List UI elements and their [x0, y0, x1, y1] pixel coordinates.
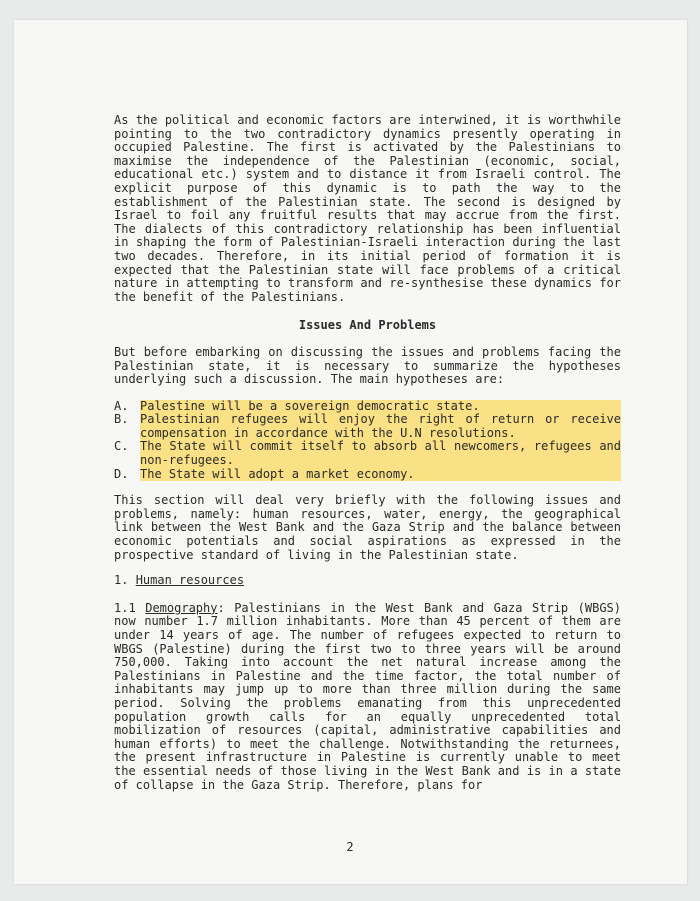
list-item-text: The State will adopt a market economy.	[140, 468, 621, 482]
list-marker: B.	[114, 412, 129, 427]
hypotheses-list	[114, 400, 621, 482]
demography-title: Demography	[145, 600, 218, 615]
section-overview: This section will deal very briefly with the following issues and problems, namely: human resources, water, energy, the geographical link between the West Bank and the Gaza Strip and the balance between economic potentials and social aspirations as expressed in the prospective standard of living in the Palestinian state.	[114, 493, 621, 562]
hypotheses-intro: But before embarking on discussing the issues and problems facing the Palestinian state, it is necessary to summarize the hypotheses underlying such a discussion. The main hypotheses are:	[114, 344, 621, 387]
demography-number: 1.1	[114, 600, 136, 615]
list-item	[114, 468, 621, 482]
demography-paragraph	[114, 602, 621, 792]
section-heading: Issues And Problems	[298, 318, 437, 333]
list-item-text: The State will commit itself to absorb all newcomers, refugees and non-refugees.	[140, 439, 621, 468]
list-item	[114, 440, 621, 467]
list-marker: D.	[114, 466, 129, 481]
document-page	[14, 20, 687, 884]
list-item-text: Palestine will be a sovereign democratic state.	[140, 400, 621, 414]
list-item	[114, 413, 621, 440]
subsection-heading	[114, 574, 621, 588]
list-item	[114, 400, 621, 414]
subsection-title: Human resources	[135, 573, 245, 588]
intro-paragraph: As the political and economic factors are interwined, it is worthwhile pointing to the two contradictory dynamics presently operating in occupied Palestine. The first is activated by the Palestinians to maximise the independence of the Palestinian (economic, social, educational etc.) system and to distance it from Israeli control. The explicit purpose of this dynamic is to path the way to the establishment of the Palestinian state. The second is designed by Israel to foil any fruitful results that may accrue from the first. The dialects of this contradictory relationship has been influential in shaping the form of Palestinian-Israeli interaction during the last two decades. Therefore, in its initial period of formation it is expected that the Palestinian state will face problems of a critical nature in attempting to transform and re-synthesise these dynamics for the benefit of the Palestinians.	[114, 113, 621, 304]
page-body	[114, 114, 621, 792]
subsection-number: 1.	[114, 573, 129, 588]
list-marker: A.	[114, 398, 129, 413]
page-number: 2	[346, 840, 354, 854]
list-item-text: Palestinian refugees will enjoy the right of return or receive compensation in accordance with the U.N resolutions.	[140, 412, 621, 440]
demography-text: : Palestinians in the West Bank and Gaza Strip (WBGS) now number 1.7 million inhabitants. More than 45 percent of them are under 14 years of age. The number of refugees expected to return to WBGS (Palestine) during the first two to three years will be around 750,000. Taking into account the net natural increase among the Palestinians in Palestine and the time factor, the total number of inhabitants may jump up to more than three million during the same period. Solving the problems emanating from this unprecedented population growth calls for an equally unprecedented total mobilization of resources (capital, administrative capabilities and human efforts) to meet the challenge. Notwithstanding the returnees, the present infrastructure in Palestine is currently unable to meet the essential needs of those living in the West Bank and is in a state of collapse in the Gaza Strip. Therefore, plans for	[114, 600, 622, 792]
list-marker: C.	[114, 439, 129, 454]
